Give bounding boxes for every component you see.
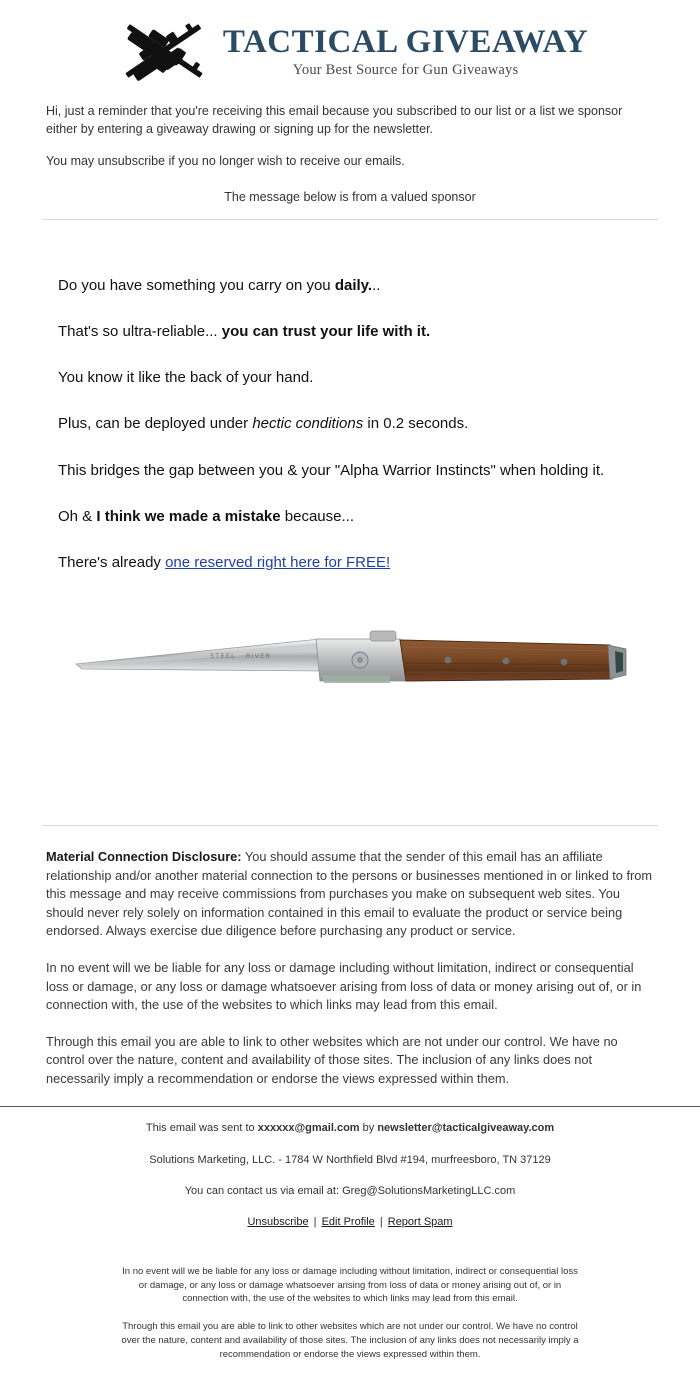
company-address: Solutions Marketing, LLC. - 1784 W Northfield Blvd #194, murfreesboro, TN 37129 [149, 1153, 551, 1166]
body-line-6-part-a: Oh & [58, 507, 97, 525]
footer-legal-block [0, 1247, 700, 1362]
disclosure-para-1: You should assume that the sender of this email has an affiliate relationship and/or another material connection to the persons or businesses mentioned in or linked to from this message and may receive commissions from purchases you make on subsequent web sites. You should never rely solely on information contained in this email to evaluate the product or service being endorsed. Always exercise due diligence before purchasing any product or service. [46, 849, 653, 939]
body-line-2-part-a: That's so ultra-reliable... [58, 322, 222, 340]
disclosure-para-3: Through this email you are able to link to other websites which are not under our control. We have no control over the nature, content and availability of those sites. The inclusion of any links does not necessarily imply a recommendation or endorse the views expressed within them. [46, 1033, 618, 1086]
logo-subtitle: Your Best Source for Gun Giveaways [292, 62, 519, 79]
material-connection-disclosure [46, 848, 654, 941]
disclosure-block [0, 826, 700, 1088]
subscription-reminder-text: Hi, just a reminder that you're receiving this email because you subscribed to our list or a list we sponsor either by entering a giveaway drawing or signing up for the newsletter. [46, 104, 623, 137]
logo-text-block [223, 25, 588, 80]
body-line-6 [58, 507, 628, 527]
disclosure-heading: Material Connection Disclosure: [46, 849, 242, 865]
contact-email: Greg@SolutionsMarketingLLC.com [342, 1185, 516, 1198]
body-line-6-bold: I think we made a mistake [96, 507, 281, 525]
email-header [0, 0, 700, 96]
footer-legal-2: Through this email you are able to link to other websites which are not under our control. We have no control over the nature, content and availability of those sites. The inclusion of any links does not necessarily imply a recommendation or endorse the views expressed within them. [121, 1321, 579, 1360]
unsubscribe-note-text: You may unsubscribe if you no longer wish to receive our emails. [46, 154, 405, 169]
svg-text:STEEL: STEEL [210, 654, 237, 661]
body-line-3: You know it like the back of your hand. [58, 369, 314, 386]
body-line-1-part-c: .. [372, 276, 381, 294]
body-line-1 [58, 276, 628, 296]
body-line-2-bold: you can trust your life with it. [221, 322, 431, 340]
sent-to-prefix: This email was sent to [145, 1122, 258, 1135]
body-line-4-part-c: in 0.2 seconds. [363, 415, 469, 433]
body-line-7-part-a: There's already [58, 554, 166, 571]
unsubscribe-link[interactable]: Unsubscribe [247, 1216, 309, 1229]
body-line-5: This bridges the gap between you & your "Alpha Warrior Instincts" when holding it. [58, 461, 605, 479]
body-line-1-bold: daily. [334, 276, 373, 294]
logo-title: TACTICAL GIVEAWAY [222, 23, 589, 60]
sender-email: newsletter@tacticalgiveaway.com [377, 1122, 555, 1135]
report-spam-link[interactable]: Report Spam [387, 1216, 453, 1229]
footer-legal-1: In no event will we be liable for any loss or damage including without limitation, indirect or consequential loss or damage, or any loss or damage whatsoever arising from loss of data or money arising out of, or in connection with, the use of the websites to which links may lead from this email. [122, 1265, 578, 1305]
sent-to-line [60, 1121, 640, 1136]
crossed-rifles-icon [112, 12, 217, 92]
disclosure-para-2: In no event will we be liable for any loss or damage including without limitation, indirect or consequential loss or damage, or any loss or damage whatsoever arising from loss of data or money arising out of, or in connection with, the use of the websites to which links may lead from this email. [46, 959, 642, 1013]
body-line-4-italic: hectic conditions [252, 415, 364, 433]
body-line-1-part-a: Do you have something you carry on you [58, 276, 335, 294]
sent-to-middle: by [359, 1122, 378, 1135]
recipient-email: xxxxxx@gmail.com [257, 1122, 360, 1135]
body-line-7 [58, 553, 628, 573]
body-line-6-part-c: because... [280, 507, 354, 525]
product-image-container [0, 599, 700, 799]
link-separator-1: | [313, 1216, 317, 1229]
svg-text:RIVER: RIVER [246, 654, 272, 661]
footer-links [60, 1215, 640, 1230]
email-footer [0, 1107, 700, 1231]
email-body [0, 220, 700, 574]
sponsor-note-text: The message below is from a valued sponsor [224, 190, 476, 205]
free-knife-offer-link[interactable]: one reserved right here for FREE! [165, 554, 391, 571]
body-line-4 [58, 414, 628, 434]
folding-pocket-knife-image [70, 609, 630, 709]
contact-line [60, 1184, 640, 1199]
edit-profile-link[interactable]: Edit Profile [321, 1216, 375, 1229]
body-line-2 [58, 322, 628, 342]
contact-prefix: You can contact us via email at: [184, 1185, 343, 1198]
body-line-4-part-a: Plus, can be deployed under [58, 415, 253, 433]
link-separator-2: | [379, 1216, 383, 1229]
preheader-block [0, 96, 700, 207]
